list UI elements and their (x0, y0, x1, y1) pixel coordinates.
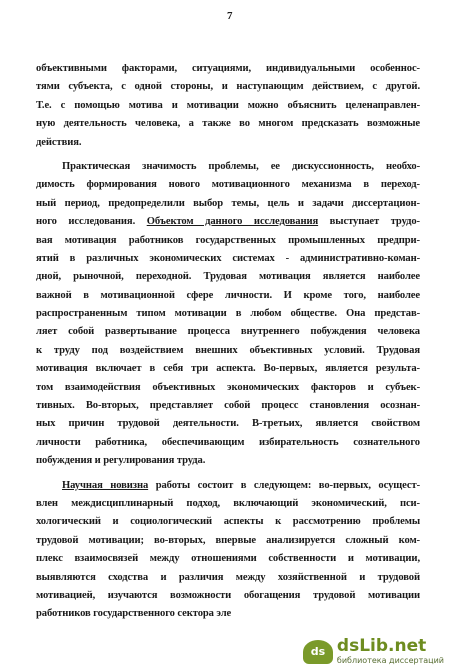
text-line: влен междисциплинарный подход, включающий экономический, пси- (36, 497, 420, 509)
text-line: плекс взаимосвязей между отношениями собственности и мотивации, (36, 553, 420, 565)
text-line: распространенным типом мотивации в любом обществе. Она представ- (36, 308, 420, 320)
text-line: мотивация включает в себя три аспекта. Во-первых, является результа- (36, 363, 420, 375)
text-fragment: ного исследования. (36, 216, 136, 228)
document-body (36, 60, 420, 624)
text-line-mixed (36, 213, 420, 231)
dslib-logo-icon: ds (303, 640, 333, 664)
underlined-term: Научная новизна (62, 479, 149, 491)
text-line: важной в мотивационной сфере личности. И кроме того, наиболее (36, 289, 420, 301)
text-line: Практическая значимость проблемы, ее дискуссионность, необхо- (62, 160, 420, 172)
text-fragment: выступает трудо- (329, 216, 420, 228)
text-line: тями субъекта, с одной стороны, и наступающим действием, с другой. (36, 81, 420, 93)
text-line: личности работника, обеспечивающим избирательность сознательного (36, 436, 420, 448)
text-line: вая мотивация работников государственных промышленных предпри- (36, 234, 420, 246)
underlined-term: Объектом данного исследования (146, 216, 319, 228)
dslib-watermark (303, 638, 444, 665)
text-line: дной, рыночной, переходной. Трудовая мотивация является наиболее (36, 271, 420, 283)
text-line: выявляются сходства и различия между хозяйственной и трудовой (36, 571, 420, 583)
watermark-brand: dsLib.net (336, 636, 427, 656)
text-line: к труду под воздействием внешних объективных условий. Трудовая (36, 344, 420, 356)
text-line: трудовой мотивации; во-вторых, впервые анализируется сложный ком- (36, 534, 420, 546)
watermark-text (337, 638, 444, 665)
text-line: димость формирования нового мотивационного механизма в переход- (36, 179, 420, 191)
text-line: ный период, предопределили выбор темы, цель и задачи диссертацион- (36, 197, 420, 209)
text-line: побуждения и регулирования труда. (36, 455, 206, 467)
text-fragment: работы состоит в следующем: во-первых, осущест- (155, 479, 420, 491)
page-number: 7 (227, 10, 233, 22)
text-line: тивных. Во-вторых, представляет собой процесс становления осознан- (36, 400, 420, 412)
text-line: объективными факторами, ситуациями, индивидуальными особеннос- (36, 63, 420, 74)
text-line: ную деятельность человека, а также во многом предсказать возможные (36, 118, 420, 130)
text-line-mixed (36, 477, 420, 495)
watermark-subtitle: библиотека диссертаций (336, 656, 444, 665)
text-line: ляет собой развертывание процесса внутреннего побуждения человека (36, 326, 420, 338)
text-line: действия. (36, 136, 82, 148)
text-line: хологический и социологический аспекты к рассмотрению проблемы (36, 516, 420, 528)
text-line: том взаимодействия объективных экономических факторов и субъек- (36, 381, 420, 393)
text-line: ятий в различных экономических системах - административно-коман- (36, 252, 420, 264)
text-line: Т.е. с помощью мотива и мотивации можно объяснить целенаправлен- (36, 99, 420, 111)
text-line: мотивацией, изучаются возможности обогащения трудовой мотивации (36, 589, 420, 601)
text-line: работников государственного сектора эле (36, 608, 232, 620)
text-line: ных причин трудовой деятельности. В-третьих, является свойством (36, 418, 420, 430)
